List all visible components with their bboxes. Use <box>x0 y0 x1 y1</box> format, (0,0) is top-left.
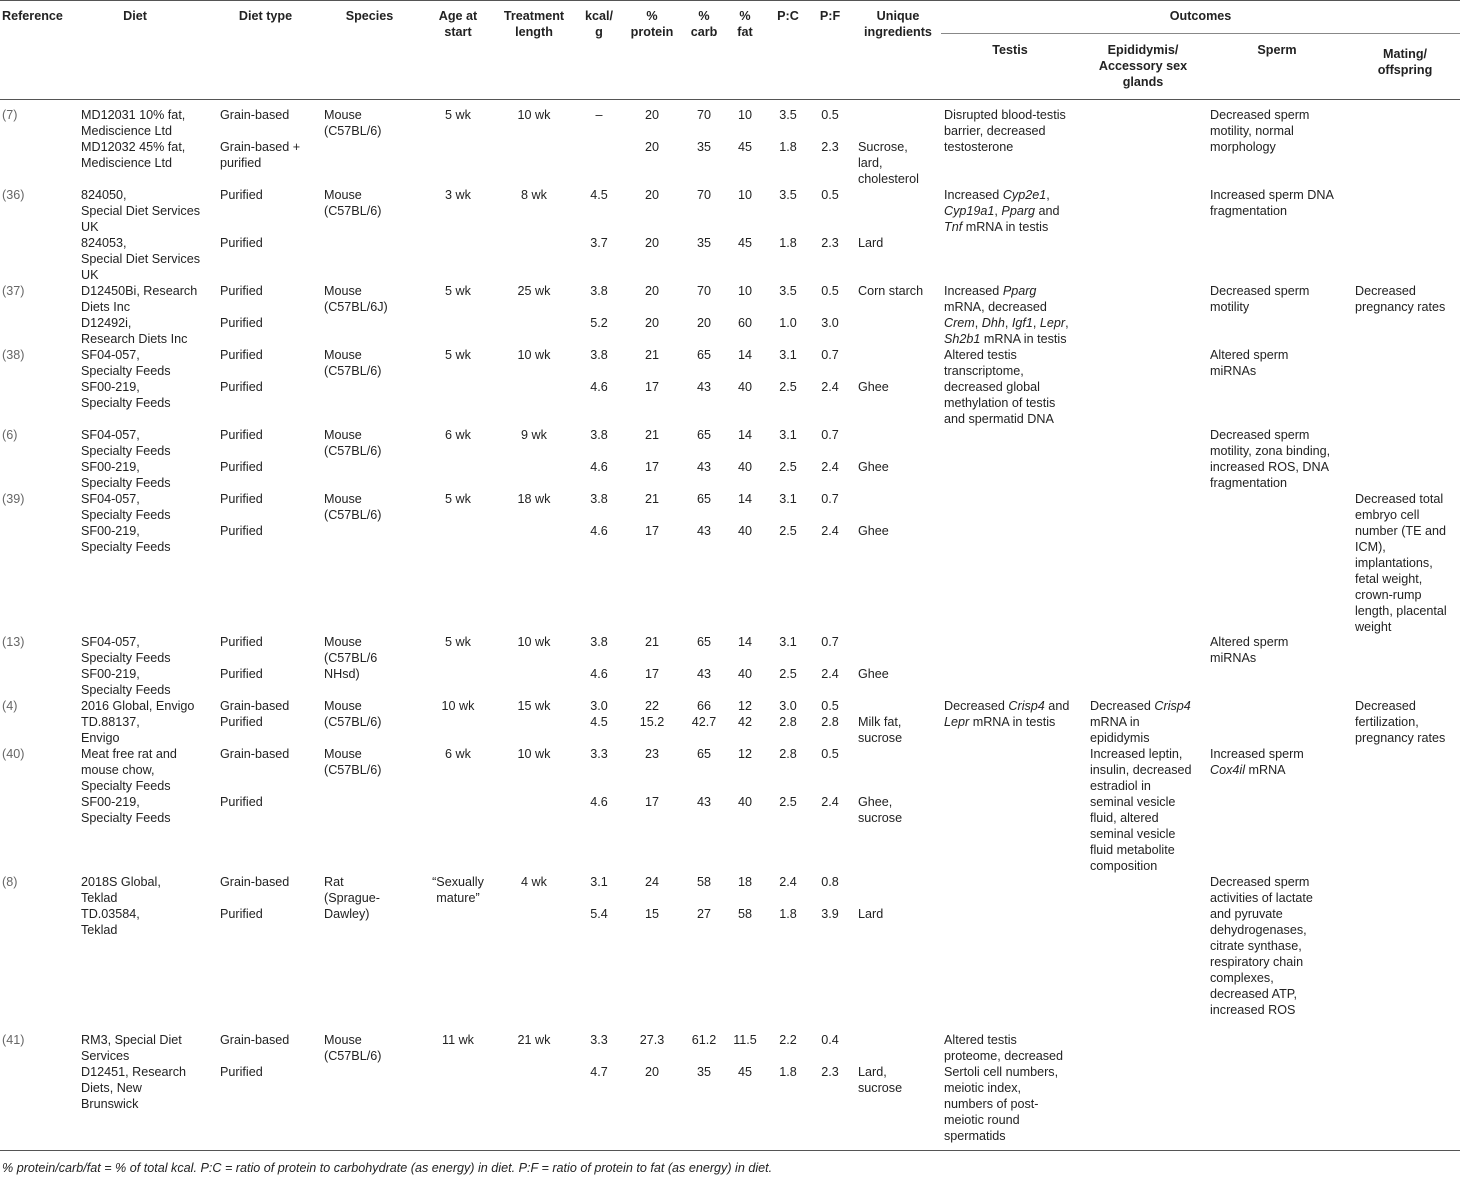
header-age: Age at start <box>438 9 478 39</box>
diet-name-cell: SF00-219, Specialty Feeds <box>81 795 171 825</box>
fat-cell: 40 <box>737 524 752 538</box>
fat-cell: 40 <box>737 380 752 394</box>
diet-name-cell: SF04-057, Specialty Feeds <box>81 492 171 522</box>
sperm-outcome-cell: Decreased sperm motility, normal morphology <box>1210 108 1310 154</box>
kcal-cell: 4.6 <box>590 667 608 681</box>
pc-cell: 3.1 <box>779 428 797 442</box>
diet-name-cell: TD.88137, Envigo <box>81 715 140 745</box>
pf-cell: 2.4 <box>821 667 839 681</box>
kcal-cell: 3.8 <box>590 635 608 649</box>
pc-cell: 2.4 <box>779 875 797 889</box>
treatment-cell: 25 wk <box>517 284 551 298</box>
fat-cell: 42 <box>737 715 752 729</box>
species-cell: Mouse (C57BL/6) <box>324 1033 382 1063</box>
bottom-rule <box>0 1150 1460 1151</box>
pc-cell: 2.5 <box>779 524 797 538</box>
species-cell: Rat (Sprague- Dawley) <box>324 875 381 921</box>
treatment-cell: 18 wk <box>517 492 551 506</box>
diet-type-cell: Purified <box>220 236 263 250</box>
fat-cell: 45 <box>737 140 752 154</box>
diet-type-cell: Purified <box>220 715 263 729</box>
diet-type-cell: Purified <box>220 635 263 649</box>
carb-cell: 65 <box>696 348 711 362</box>
pf-cell: 0.7 <box>821 492 839 506</box>
pf-cell: 2.3 <box>821 1065 839 1079</box>
fat-cell: 18 <box>737 875 752 889</box>
mating-outcome-cell: Decreased total embryo cell number (TE and ICM), implantations, fetal weight, crown-rump length, placental weight <box>1355 492 1447 634</box>
age-cell: 6 wk <box>445 428 471 442</box>
reference-link: (37) <box>2 284 25 298</box>
kcal-cell: 5.2 <box>590 316 608 330</box>
unique-ingredients-cell: Ghee <box>858 667 889 681</box>
fat-cell: 12 <box>737 699 752 713</box>
pc-cell: 2.5 <box>779 380 797 394</box>
protein-cell: 17 <box>644 524 659 538</box>
reference-link: (40) <box>2 747 25 761</box>
carb-cell: 43 <box>696 524 711 538</box>
kcal-cell: 3.8 <box>590 492 608 506</box>
carb-cell: 43 <box>696 667 711 681</box>
kcal-cell: 5.4 <box>590 907 608 921</box>
protein-cell: 15.2 <box>639 715 665 729</box>
epididymis-outcome-cell: Decreased Crisp4 mRNA in epididymis <box>1090 699 1191 745</box>
treatment-cell: 8 wk <box>521 188 547 202</box>
header-kcal: kcal/ g <box>584 9 613 39</box>
fat-cell: 10 <box>737 284 752 298</box>
age-cell: 5 wk <box>445 348 471 362</box>
protein-cell: 21 <box>644 492 659 506</box>
pf-cell: 2.3 <box>821 236 839 250</box>
header-unique-ingredients: Unique ingredients <box>864 9 932 39</box>
diet-name-cell: 2016 Global, Envigo <box>81 699 195 713</box>
treatment-cell: 4 wk <box>521 875 547 889</box>
pf-cell: 0.7 <box>821 348 839 362</box>
carb-cell: 35 <box>696 236 711 250</box>
diet-name-cell: D12492i, Research Diets Inc <box>81 316 188 346</box>
pc-cell: 1.8 <box>779 907 797 921</box>
unique-ingredients-cell: Lard <box>858 236 884 250</box>
age-cell: 5 wk <box>445 108 471 122</box>
pf-cell: 0.5 <box>821 108 839 122</box>
unique-ingredients-cell: Lard <box>858 907 884 921</box>
fat-cell: 14 <box>737 635 752 649</box>
age-cell: “Sexually mature” <box>432 875 484 905</box>
testis-outcome-cell: Altered testis transcriptome, decreased global methylation of testis and spermatid DNA <box>944 348 1056 426</box>
carb-cell: 65 <box>696 428 711 442</box>
pc-cell: 3.1 <box>779 635 797 649</box>
header-carb: % carb <box>690 9 718 39</box>
kcal-cell: 3.8 <box>590 348 608 362</box>
header-protein: % protein <box>630 9 674 39</box>
reference-link: (38) <box>2 348 25 362</box>
carb-cell: 58 <box>696 875 711 889</box>
reference-link: (39) <box>2 492 25 506</box>
diet-name-cell: SF04-057, Specialty Feeds <box>81 428 171 458</box>
kcal-cell: 3.7 <box>590 236 608 250</box>
pf-cell: 2.3 <box>821 140 839 154</box>
pc-cell: 3.1 <box>779 492 797 506</box>
pf-cell: 0.5 <box>821 284 839 298</box>
header-diet: Diet <box>123 9 147 23</box>
kcal-cell: – <box>595 108 603 122</box>
reference-link: (7) <box>2 108 18 122</box>
carb-cell: 70 <box>696 108 711 122</box>
fat-cell: 40 <box>737 460 752 474</box>
table-footnote: % protein/carb/fat = % of total kcal. P:C = ratio of protein to carbohydrate (as energy) in diet. P:F = ratio of protein to fat (as energy) in diet. <box>2 1161 773 1175</box>
treatment-cell: 15 wk <box>517 699 551 713</box>
diet-name-cell: 824053, Special Diet Services UK <box>81 236 200 282</box>
reference-link: (6) <box>2 428 18 442</box>
age-cell: 5 wk <box>445 284 471 298</box>
testis-outcome-cell: Disrupted blood-testis barrier, decreased testosterone <box>944 108 1066 154</box>
diet-type-cell: Grain-based + purified <box>220 140 301 170</box>
top-rule <box>0 0 1460 1</box>
pc-cell: 2.2 <box>779 1033 797 1047</box>
unique-ingredients-cell: Ghee <box>858 380 889 394</box>
pc-cell: 1.8 <box>779 140 797 154</box>
diet-name-cell: MD12032 45% fat, Mediscience Ltd <box>81 140 186 170</box>
fat-cell: 10 <box>737 108 752 122</box>
species-cell: Mouse (C57BL/6) <box>324 492 382 522</box>
protein-cell: 20 <box>644 188 659 202</box>
header-species: Species <box>345 9 394 23</box>
kcal-cell: 4.6 <box>590 524 608 538</box>
kcal-cell: 4.6 <box>590 460 608 474</box>
fat-cell: 12 <box>737 747 752 761</box>
carb-cell: 65 <box>696 747 711 761</box>
fat-cell: 45 <box>737 236 752 250</box>
pc-cell: 3.0 <box>779 699 797 713</box>
header-diet-type: Diet type <box>238 9 293 23</box>
pf-cell: 0.7 <box>821 428 839 442</box>
diet-name-cell: Meat free rat and mouse chow, Specialty Feeds <box>81 747 177 793</box>
pf-cell: 0.7 <box>821 635 839 649</box>
fat-cell: 11.5 <box>733 1033 757 1047</box>
header-sperm: Sperm <box>1257 43 1297 57</box>
age-cell: 11 wk <box>442 1033 474 1047</box>
pc-cell: 2.5 <box>779 667 797 681</box>
diet-name-cell: SF04-057, Specialty Feeds <box>81 348 171 378</box>
age-cell: 5 wk <box>445 492 471 506</box>
diet-name-cell: RM3, Special Diet Services <box>81 1033 182 1063</box>
pf-cell: 0.5 <box>821 747 839 761</box>
protein-cell: 24 <box>644 875 659 889</box>
unique-ingredients-cell: Ghee <box>858 460 889 474</box>
species-cell: Mouse (C57BL/6) <box>324 747 382 777</box>
fat-cell: 14 <box>737 492 752 506</box>
diet-type-cell: Grain-based <box>220 875 290 889</box>
pc-cell: 2.8 <box>779 747 797 761</box>
treatment-cell: 21 wk <box>517 1033 551 1047</box>
diet-type-cell: Grain-based <box>220 108 290 122</box>
pf-cell: 3.0 <box>821 316 839 330</box>
pc-cell: 3.5 <box>779 188 797 202</box>
kcal-cell: 4.6 <box>590 380 608 394</box>
header-fat: % fat <box>737 9 753 39</box>
kcal-cell: 3.3 <box>590 1033 608 1047</box>
protein-cell: 20 <box>644 236 659 250</box>
pf-cell: 2.4 <box>821 795 839 809</box>
fat-cell: 10 <box>737 188 752 202</box>
diet-type-cell: Purified <box>220 380 263 394</box>
kcal-cell: 4.6 <box>590 795 608 809</box>
reference-link: (8) <box>2 875 18 889</box>
pf-cell: 2.4 <box>821 460 839 474</box>
sperm-outcome-cell: Decreased sperm activities of lactate and pyruvate dehydrogenases, citrate synthase, respiratory chain complexes, decreased ATP, increased ROS <box>1210 875 1313 1017</box>
carb-cell: 65 <box>696 492 711 506</box>
diet-type-cell: Purified <box>220 284 263 298</box>
header-bottom-rule <box>0 99 1460 100</box>
carb-cell: 27 <box>696 907 711 921</box>
unique-ingredients-cell: Ghee <box>858 524 889 538</box>
pf-cell: 2.4 <box>821 380 839 394</box>
kcal-cell: 3.8 <box>590 428 608 442</box>
outcomes-subrule <box>941 33 1460 34</box>
header-reference: Reference <box>2 9 63 23</box>
sperm-outcome-cell: Decreased sperm motility, zona binding, increased ROS, DNA fragmentation <box>1210 428 1331 490</box>
pf-cell: 0.8 <box>821 875 839 889</box>
pc-cell: 2.5 <box>779 795 797 809</box>
carb-cell: 61.2 <box>691 1033 717 1047</box>
diet-name-cell: SF00-219, Specialty Feeds <box>81 667 171 697</box>
testis-outcome-cell: Decreased Crisp4 and Lepr mRNA in testis <box>944 699 1070 729</box>
protein-cell: 15 <box>644 907 659 921</box>
fat-cell: 45 <box>737 1065 752 1079</box>
treatment-cell: 10 wk <box>517 747 551 761</box>
unique-ingredients-cell: Corn starch <box>858 284 924 298</box>
header-mating: Mating/ offspring <box>1377 47 1433 77</box>
unique-ingredients-cell: Sucrose, lard, cholesterol <box>858 140 919 186</box>
unique-ingredients-cell: Ghee, sucrose <box>858 795 903 825</box>
kcal-cell: 4.5 <box>590 188 608 202</box>
carb-cell: 65 <box>696 635 711 649</box>
header-treatment: Treatment length <box>503 9 565 39</box>
diet-name-cell: TD.03584, Teklad <box>81 907 140 937</box>
header-pf: P:F <box>819 9 841 23</box>
treatment-cell: 10 wk <box>517 635 551 649</box>
diet-type-cell: Purified <box>220 524 263 538</box>
carb-cell: 20 <box>696 316 711 330</box>
reference-link: (36) <box>2 188 25 202</box>
fat-cell: 40 <box>737 667 752 681</box>
species-cell: Mouse (C57BL/6) <box>324 108 382 138</box>
diet-type-cell: Purified <box>220 188 263 202</box>
treatment-cell: 10 wk <box>517 348 551 362</box>
fat-cell: 40 <box>737 795 752 809</box>
species-cell: Mouse (C57BL/6 NHsd) <box>324 635 378 681</box>
protein-cell: 17 <box>644 795 659 809</box>
pc-cell: 2.5 <box>779 460 797 474</box>
protein-cell: 20 <box>644 108 659 122</box>
protein-cell: 21 <box>644 428 659 442</box>
species-cell: Mouse (C57BL/6) <box>324 348 382 378</box>
age-cell: 5 wk <box>445 635 471 649</box>
pc-cell: 3.5 <box>779 108 797 122</box>
diet-type-cell: Purified <box>220 428 263 442</box>
pf-cell: 0.5 <box>821 188 839 202</box>
header-epididymis: Epididymis/ Accessory sex glands <box>1098 43 1188 89</box>
diet-type-cell: Purified <box>220 667 263 681</box>
mating-outcome-cell: Decreased fertilization, pregnancy rates <box>1355 699 1446 745</box>
header-testis: Testis <box>992 43 1028 57</box>
diet-name-cell: 824050, Special Diet Services UK <box>81 188 200 234</box>
diet-type-cell: Purified <box>220 1065 263 1079</box>
pc-cell: 1.8 <box>779 1065 797 1079</box>
diet-name-cell: D12450Bi, Research Diets Inc <box>81 284 198 314</box>
protein-cell: 20 <box>644 1065 659 1079</box>
protein-cell: 17 <box>644 460 659 474</box>
kcal-cell: 3.1 <box>590 875 608 889</box>
carb-cell: 66 <box>696 699 711 713</box>
protein-cell: 23 <box>644 747 659 761</box>
kcal-cell: 3.3 <box>590 747 608 761</box>
diet-name-cell: SF00-219, Specialty Feeds <box>81 380 171 410</box>
diet-type-cell: Purified <box>220 492 263 506</box>
diet-type-cell: Grain-based <box>220 747 290 761</box>
protein-cell: 21 <box>644 348 659 362</box>
diet-type-cell: Purified <box>220 348 263 362</box>
carb-cell: 70 <box>696 188 711 202</box>
epididymis-outcome-cell: Increased leptin, insulin, decreased estradiol in seminal vesicle fluid, altered seminal vesicle fluid metabolite composition <box>1090 747 1192 873</box>
protein-cell: 17 <box>644 667 659 681</box>
diet-type-cell: Purified <box>220 316 263 330</box>
carb-cell: 43 <box>696 380 711 394</box>
sperm-outcome-cell: Altered sperm miRNAs <box>1210 348 1289 378</box>
diet-name-cell: D12451, Research Diets, New Brunswick <box>81 1065 187 1111</box>
diet-type-cell: Grain-based <box>220 699 290 713</box>
unique-ingredients-cell: Lard, sucrose <box>858 1065 903 1095</box>
carb-cell: 43 <box>696 460 711 474</box>
treatment-cell: 9 wk <box>521 428 547 442</box>
diet-type-cell: Grain-based <box>220 1033 290 1047</box>
testis-outcome-cell: Altered testis proteome, decreased Sertoli cell numbers, meiotic index, numbers of post- meiotic round spermatids <box>944 1033 1064 1143</box>
header-pc: P:C <box>777 9 799 23</box>
reference-link: (4) <box>2 699 18 713</box>
pc-cell: 2.8 <box>779 715 797 729</box>
pf-cell: 2.4 <box>821 524 839 538</box>
fat-cell: 58 <box>737 907 752 921</box>
protein-cell: 21 <box>644 635 659 649</box>
sperm-outcome-cell: Altered sperm miRNAs <box>1210 635 1289 665</box>
protein-cell: 27.3 <box>639 1033 665 1047</box>
pf-cell: 2.8 <box>821 715 839 729</box>
protein-cell: 20 <box>644 284 659 298</box>
sperm-outcome-cell: Increased sperm DNA fragmentation <box>1210 188 1334 218</box>
fat-cell: 14 <box>737 348 752 362</box>
kcal-cell: 4.7 <box>590 1065 608 1079</box>
testis-outcome-cell: Increased Cyp2e1, Cyp19a1, Pparg and Tnf mRNA in testis <box>944 188 1060 234</box>
fat-cell: 60 <box>737 316 752 330</box>
diet-name-cell: SF00-219, Specialty Feeds <box>81 524 171 554</box>
reference-link: (41) <box>2 1033 25 1047</box>
unique-ingredients-cell: Milk fat, sucrose <box>858 715 903 745</box>
kcal-cell: 4.5 <box>590 715 608 729</box>
treatment-cell: 10 wk <box>517 108 551 122</box>
protein-cell: 20 <box>644 316 659 330</box>
carb-cell: 35 <box>696 140 711 154</box>
species-cell: Mouse (C57BL/6) <box>324 188 382 218</box>
pc-cell: 3.5 <box>779 284 797 298</box>
protein-cell: 22 <box>644 699 659 713</box>
species-cell: Mouse (C57BL/6J) <box>324 284 388 314</box>
age-cell: 6 wk <box>445 747 471 761</box>
species-cell: Mouse (C57BL/6) <box>324 699 382 729</box>
carb-cell: 35 <box>696 1065 711 1079</box>
reference-link: (13) <box>2 635 25 649</box>
diet-name-cell: SF00-219, Specialty Feeds <box>81 460 171 490</box>
sperm-outcome-cell: Decreased sperm motility <box>1210 284 1310 314</box>
diet-name-cell: MD12031 10% fat, Mediscience Ltd <box>81 108 186 138</box>
diet-type-cell: Purified <box>220 907 263 921</box>
fat-cell: 14 <box>737 428 752 442</box>
carb-cell: 70 <box>696 284 711 298</box>
pf-cell: 0.4 <box>821 1033 839 1047</box>
carb-cell: 42.7 <box>691 715 717 729</box>
pf-cell: 0.5 <box>821 699 839 713</box>
kcal-cell: 3.0 <box>590 699 608 713</box>
kcal-cell: 3.8 <box>590 284 608 298</box>
diet-type-cell: Purified <box>220 460 263 474</box>
age-cell: 10 wk <box>441 699 475 713</box>
protein-cell: 20 <box>644 140 659 154</box>
pf-cell: 3.9 <box>821 907 839 921</box>
pc-cell: 3.1 <box>779 348 797 362</box>
pc-cell: 1.8 <box>779 236 797 250</box>
carb-cell: 43 <box>696 795 711 809</box>
diet-name-cell: SF04-057, Specialty Feeds <box>81 635 171 665</box>
sperm-outcome-cell: Increased sperm Cox4il mRNA <box>1210 747 1304 777</box>
mating-outcome-cell: Decreased pregnancy rates <box>1355 284 1446 314</box>
header-outcomes: Outcomes <box>1169 9 1232 23</box>
pc-cell: 1.0 <box>779 316 797 330</box>
testis-outcome-cell: Increased Pparg mRNA, decreased Crem, Dhh, Igf1, Lepr, Sh2b1 mRNA in testis <box>944 284 1069 346</box>
species-cell: Mouse (C57BL/6) <box>324 428 382 458</box>
age-cell: 3 wk <box>445 188 471 202</box>
protein-cell: 17 <box>644 380 659 394</box>
diet-type-cell: Purified <box>220 795 263 809</box>
diet-name-cell: 2018S Global, Teklad <box>81 875 161 905</box>
